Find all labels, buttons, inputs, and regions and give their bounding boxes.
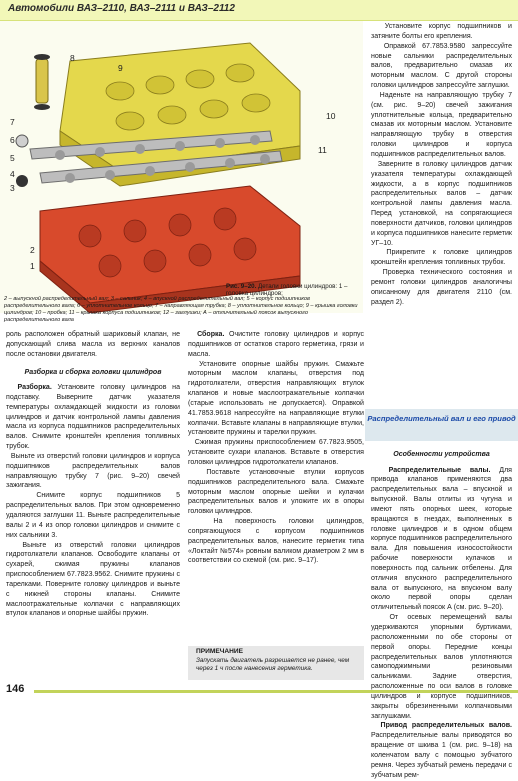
paragraph: [6, 383, 180, 452]
callout-2: 2: [30, 245, 35, 255]
paragraph: [371, 160, 512, 249]
paragraph: [371, 22, 512, 42]
text-column-2: [188, 330, 364, 566]
paragraph-text: Установите головку цилиндров на подставку. Выверните датчик указателя температуры охлаждающей жидкости из головки цилиндров и датчик контрольной лампы давления масла из корпуса подшипников распределительных валов. Снимите кронштейн крепления топливных трубок.: [6, 384, 180, 451]
paragraph: [371, 466, 512, 614]
paragraph: [188, 438, 364, 468]
paragraph: [371, 613, 512, 721]
callout-6: 6: [10, 135, 15, 145]
callout-3: 3: [10, 183, 15, 193]
footer-rule: [34, 690, 518, 693]
lead-disassembly: Разборка.: [17, 384, 52, 392]
page-number: 146: [6, 683, 25, 695]
paragraph-text: Прикрепите к головке цилиндров кронштейн крепления топливных трубок.: [371, 249, 513, 267]
paragraph-text: Заверните в головку цилиндров датчик указателя температуры охлаждающей жидкости, а в корпус подшипников распределительных валов – датчик контрольной лампы давления масла. Перед установкой, на сопрягающиеся поверхности датчиков, головки цилиндров и корпуса подшипников нанесите герметик УГ–10.: [371, 160, 512, 247]
paragraph-text: Снимите корпус подшипников 5 распределительных валов. При этом одновременно удаляются заглушки 11. Выньте распределительные валы 2 и 4 из опор головки цилиндров и снимите с них сальники 3.: [6, 492, 180, 539]
cylinder-head-illustration: [0, 21, 363, 313]
callout-1: 1: [30, 261, 35, 271]
callout-8: 8: [70, 53, 75, 63]
text-column-3: [371, 22, 512, 307]
paragraph: [371, 268, 512, 307]
paragraph-text: Для привода клапанов применяются два распределительных вала – впускной и выпускной. Валы отлиты из чугуна и имеют пять опорных шеек, которые вращаются в гнездах, выполненных в головке цилиндров и в одном общем корпусе подшипников распределительного вала. Для повышения износостойкости рабочие поверхности кулачков и поверхность под сальник отбелены. Для отличия впускного распределительного вала от выпускного, на впускном валу около первой опоры сделан отличительный поясок А (см. рис. 9–20).: [371, 466, 512, 612]
caption-number: Рис. 9–20.: [226, 283, 257, 290]
paragraph-text: От осевых перемещений валы удерживаются упорными буртиками, расположенными по обе стороны от первой опоры. Передние концы распределительных валов уплотняются самоподжимными резиновыми сальниками. Задние отверстия, расположенные по оси валов в головке цилиндров и корпусе подшипников, закрыты обрезиненными колпачковыми заглушками.: [371, 614, 512, 720]
paragraph: роль расположен обратный шариковый клапан, не допускающий слива масла из верхних каналов после остановки двигателя.: [6, 331, 180, 358]
callout-9: 9: [118, 63, 123, 73]
paragraph: [188, 468, 364, 517]
note-text: Запускать двигатель разрешается не ранее, чем через 1 ч после нанесения герметика.: [196, 657, 350, 673]
paragraph: [188, 517, 364, 566]
callout-4: 4: [10, 169, 15, 179]
paragraph: [6, 541, 180, 620]
paragraph-text: Поставьте установочные втулки корпусов подшипников распределительного вала. Смажьте моторным маслом опорные шейки и кулачки распределительных валов и уложите их в опоры головки цилиндров.: [188, 468, 365, 516]
lead-camshaft-drive: Привод распределительных валов.: [380, 722, 513, 730]
note-box: [188, 646, 364, 680]
text-column-1: [6, 330, 180, 619]
paragraph: [371, 248, 512, 268]
running-header: [0, 0, 518, 21]
paragraph: [371, 42, 512, 91]
callout-11: 11: [318, 145, 327, 155]
note-title: ПРИМЕЧАНИЕ: [196, 648, 244, 655]
figure-legend: 2 – выпускной распределительный вал; 3 – сальник; 4 – впускной распределительный вал; 5 – корпус подшипников распределительного вала; 6 – уплотнительное кольцо; 7 – направляющая трубка; 8 – уплотнительное кольцо; 9 – крышка головки цилиндров; 10 – пробка; 11 – крышка корпуса подшипников; 12 – заглушки; А – отличительный поясок выпускного распределительного вала: [4, 296, 358, 323]
paragraph-text: Проверка технического состояния и ремонт головки цилиндров аналогичны описанному для двигателя 2110 (см. раздел 2).: [371, 269, 512, 306]
paragraph-text: Оправкой 67.7853.9580 запрессуйте новые сальники распределительных валов, предварительно смазав их моторным маслом. С другой стороны головки цилиндров запрессуйте заглушки.: [371, 42, 512, 90]
callout-5: 5: [10, 153, 15, 163]
lead-assembly: Сборка.: [197, 331, 225, 338]
paragraph: [6, 452, 180, 491]
paragraph: [371, 91, 512, 160]
paragraph-text: Выньте из отверстий головки цилиндров и корпуса подшипников распределительных валов направляющую трубку 7 (рис. 9–20) свечей зажигания.: [6, 452, 180, 490]
lead-camshafts: Распределительные валы.: [388, 466, 491, 474]
text-column-4: [371, 442, 512, 781]
section-title: Распределительный вал и его привод: [367, 414, 516, 423]
paragraph-text: На поверхность головки цилиндров, сопрягающуюся с корпусом подшипников распределительных валов, нанесите герметик типа «Локтайт №574» ровным валиком диаметром 2 мм в соответствии со схемой (см. рис. 9–17).: [188, 518, 364, 565]
paragraph: [188, 360, 364, 439]
figure-9-20: [0, 21, 363, 313]
callout-10: 10: [326, 111, 336, 121]
header-title: Автомобили ВАЗ–2110, ВАЗ–2111 и ВАЗ–2112: [8, 3, 235, 14]
paragraph-text: Выньте из отверстий головки цилиндров гидротолкатели клапанов. Освободите клапаны от сухарей, сжимая пружины клапанов приспособлением 67.7823.9562. Снимите пружины с тарелками. Поверните головку цилиндров и выньте с нижней стороны клапаны. Снимите маслоотражательные колпачки с направляющих втулок клапанов и опорные шайбы пружин.: [6, 541, 180, 618]
section-banner: [365, 409, 518, 441]
caption-text: Детали головки цилиндров: 1 – головка цилиндров;: [226, 283, 348, 298]
paragraph: [371, 721, 512, 780]
paragraph: [188, 330, 364, 360]
paragraph-text: Наденьте на направляющую трубку 7 (см. рис. 9–20) свечей зажигания уплотнительные кольца, предварительно смазав их моторным маслом. Установите направляющую трубку в отверстия головки цилиндров и корпуса подшипников распределительных валов.: [371, 91, 512, 158]
paragraph-text: Распределительные валы приводятся во вращение от шкива 1 (см. рис. 9–18) на коленчатом валу с помощью зубчатого ремня. Через зубчатый ремень передачи с зубчатым рем-: [371, 732, 512, 779]
paragraph-text: Очистите головку цилиндров и корпус подшипников от остатков старого герметика, грязи и масла.: [188, 331, 364, 358]
paragraph-text: Сжимая пружины приспособлением 67.7823.9505, установите сухари клапанов. Вставьте в отверстия головки цилиндров гидротолкатели клапанов.: [188, 439, 364, 466]
paragraph-text: Установите корпус подшипников и затяните болты его крепления.: [371, 23, 512, 40]
paragraph-text: Установите опорные шайбы пружин. Смажьте моторным маслом клапаны, отверстия под гидротолкатели, отверстия направляющих втулок клапанов и новые маслоотражательные колпачки (старые использовать не допускается). Оправкой 41.7853.9618 напрессуйте на направляющие втулки колпачки. Вставьте клапаны в направляющие втулки, установите пружины и тарелки пружин.: [188, 360, 364, 437]
subheading-disassembly: Разборка и сборка головки цилиндров: [24, 368, 162, 376]
paragraph: [6, 491, 180, 540]
subheading-features: Особенности устройства: [393, 451, 490, 458]
callout-7: 7: [10, 117, 15, 127]
